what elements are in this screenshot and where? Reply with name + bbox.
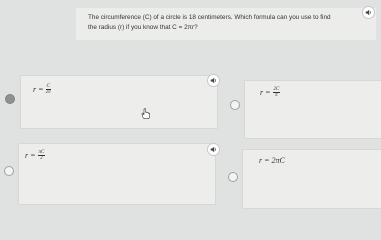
option-d-lhs: r = 2πC [259, 156, 285, 165]
option-c-radio[interactable] [4, 166, 14, 176]
option-c-denominator: 2 [40, 156, 43, 161]
option-a-radio[interactable] [5, 94, 15, 104]
option-c-formula [25, 150, 45, 161]
speaker-icon [210, 77, 217, 84]
option-c-card[interactable] [18, 143, 216, 205]
option-d-radio[interactable] [228, 172, 238, 182]
option-b-fraction [273, 87, 281, 98]
option-c-lhs: r = [25, 151, 36, 160]
option-b-lhs: r = [260, 88, 271, 97]
option-b-formula [260, 87, 280, 98]
option-a-card[interactable] [20, 75, 218, 129]
question-line-1: The circumference (C) of a circle is 18 centimeters. Which formula can you use to find [88, 14, 331, 21]
option-d-formula [259, 156, 285, 165]
option-c-numerator: πC [38, 150, 45, 155]
question-audio-button[interactable] [362, 6, 375, 19]
option-a-denominator: 2π [45, 90, 51, 95]
question-line-2: the radius (r) if you know that C = 2πr? [88, 24, 198, 31]
option-a-formula [33, 84, 51, 95]
question-panel [76, 8, 376, 40]
option-c-fraction [38, 150, 46, 161]
speaker-icon [365, 9, 372, 16]
option-b-radio[interactable] [230, 100, 240, 110]
question-text [88, 13, 354, 33]
option-a-fraction [46, 84, 51, 95]
option-a-numerator: C [46, 84, 50, 89]
hand-cursor-icon [141, 108, 151, 120]
option-b-card[interactable] [244, 80, 381, 139]
speaker-icon [210, 146, 217, 153]
option-d-card[interactable] [242, 149, 381, 209]
option-b-numerator: 2C [273, 87, 280, 92]
option-a-lhs: r = [33, 85, 44, 94]
option-c-audio-button[interactable] [207, 143, 220, 156]
option-b-denominator: π [275, 93, 278, 98]
option-a-audio-button[interactable] [207, 74, 220, 87]
